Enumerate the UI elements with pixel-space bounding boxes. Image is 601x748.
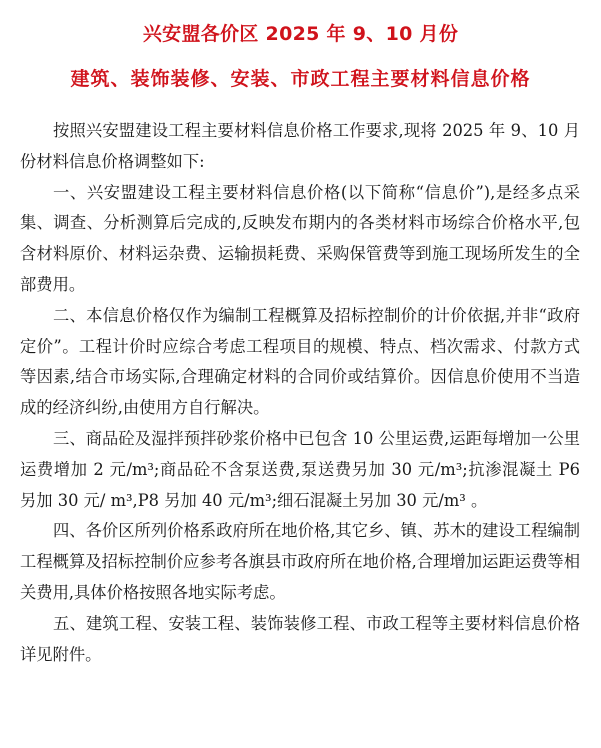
paragraph-item-3: 三、商品砼及湿拌预拌砂浆价格中已包含 10 公里运费,运距每增加一公里运费增加 2 元/m³;商品砼不含泵送费,泵送费另加 30 元/m³;抗渗混凝土 P6 另加 30 元/ m³,P8 另加 40 元/m³;细石混凝土另加 30 元/m³ 。 [20,428,580,510]
paragraph-intro: 按照兴安盟建设工程主要材料信息价格工作要求,现将 2025 年 9、10 月份材料信息价格调整如下: [20,121,580,171]
paragraph-item-5: 五、建筑工程、安装工程、装饰装修工程、市政工程等主要材料信息价格详见附件。 [20,613,580,664]
paragraph-item-2: 二、本信息价格仅作为编制工程概算及招标控制价的计价依据,并非“政府定价”。工程计价时应综合考虑工程项目的规模、特点、档次需求、付款方式等因素,结合市场实际,合理确定材料的合同价或结算价。因信息价使用不当造成的经济纠纷,由使用方自行解决。 [20,305,580,418]
document-title-line2: 建筑、装饰装修、安装、市政工程主要材料信息价格 [70,68,531,90]
paragraph-item-1: 一、兴安盟建设工程主要材料信息价格(以下简称“信息价”),是经多点采集、调查、分析测算后完成的,反映发布期内的各类材料市场综合价格水平,包含材料原价、材料运杂费、运输损耗费、采购保管费等到施工现场所发生的全部费用。 [20,182,580,294]
document-title-line1: 兴安盟各价区 2025 年 9、10 月份 [142,23,459,45]
document-body [20,116,580,670]
paragraph-item-4: 四、各价区所列价格系政府所在地价格,其它乡、镇、苏木的建设工程编制工程概算及招标控制价应参考各旗县市政府所在地价格,合理增加运距运费等相关费用,具体价格按照各地实际考虑。 [20,521,580,602]
